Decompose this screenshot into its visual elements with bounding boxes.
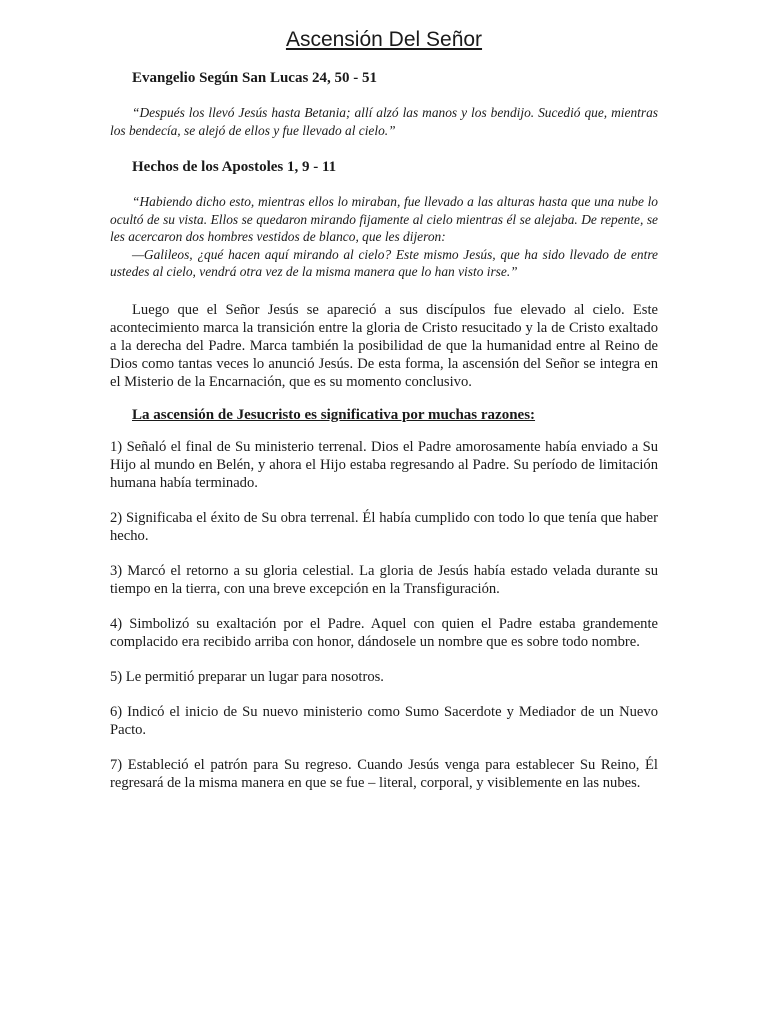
reason-item-6: 6) Indicó el inicio de Su nuevo ministerio como Sumo Sacerdote y Mediador de un Nuevo Pacto. [110, 703, 658, 738]
reason-item-4: 4) Simbolizó su exaltación por el Padre. Aquel con quien el Padre estaba grandemente complacido era recibido arriba con honor, dándosele un nombre que es sobre todo nombre. [110, 615, 658, 650]
reason-item-5: 5) Le permitió preparar un lugar para nosotros. [110, 668, 384, 685]
body-paragraph: Luego que el Señor Jesús se apareció a sus discípulos fue elevado al cielo. Este acontecimiento marca la transición entre la gloria de Cristo resucitado y la de Cristo exaltado a la derecha del Padre. Marca también la posibilidad de que la humanidad entre al Reino de Dios como tantas veces lo anunció Jesús. De esta forma, la ascensión del Señor se integra en el Misterio de la Encarnación, que es su momento conclusivo. [110, 301, 658, 390]
page-title: Ascensión Del Señor [285, 28, 483, 51]
document-page [110, 24, 658, 809]
acts-quote [110, 193, 658, 281]
acts-quote-line-1: “Habiendo dicho esto, mientras ellos lo miraban, fue llevado a las alturas hasta que una nube lo ocultó de su vista. Ellos se quedaron mirando fijamente al cielo mientras él se alejaba. De repente, se les acercaron dos hombres vestidos de blanco, que les dijeron: [110, 194, 658, 244]
gospel-quote-text: “Después los llevó Jesús hasta Betania; allí alzó las manos y los bendijo. Sucedió que, mientras los bendecía, se alejó de ellos y fue llevado al cielo.” [110, 105, 658, 138]
gospel-heading: Evangelio Según San Lucas 24, 50 - 51 [132, 70, 378, 86]
reason-item-2: 2) Significaba el éxito de Su obra terrenal. Él había cumplido con todo lo que tenía que haber hecho. [110, 509, 658, 544]
acts-quote-line-2: —Galileos, ¿qué hacen aquí mirando al cielo? Este mismo Jesús, que ha sido llevado de entre ustedes al cielo, vendrá otra vez de la misma manera que lo han visto irse.” [110, 246, 658, 279]
reason-item-1: 1) Señaló el final de Su ministerio terrenal. Dios el Padre amorosamente había enviado a Su Hijo al mundo en Belén, y ahora el Hijo estaba regresando al Padre. Su período de limitación humana había terminado. [110, 438, 658, 491]
reasons-title: La ascensión de Jesucristo es significativa por muchas razones: [132, 406, 536, 423]
acts-heading: Hechos de los Apostoles 1, 9 - 11 [132, 159, 337, 175]
gospel-quote [110, 104, 658, 139]
reason-item-3: 3) Marcó el retorno a su gloria celestial. La gloria de Jesús había estado velada durante su tiempo en la tierra, con una breve excepción en la Transfiguración. [110, 562, 658, 597]
reason-item-7: 7) Estableció el patrón para Su regreso. Cuando Jesús venga para establecer Su Reino, Él regresará de la misma manera en que se fue – literal, corporal, y visiblemente en las nubes. [110, 756, 658, 791]
